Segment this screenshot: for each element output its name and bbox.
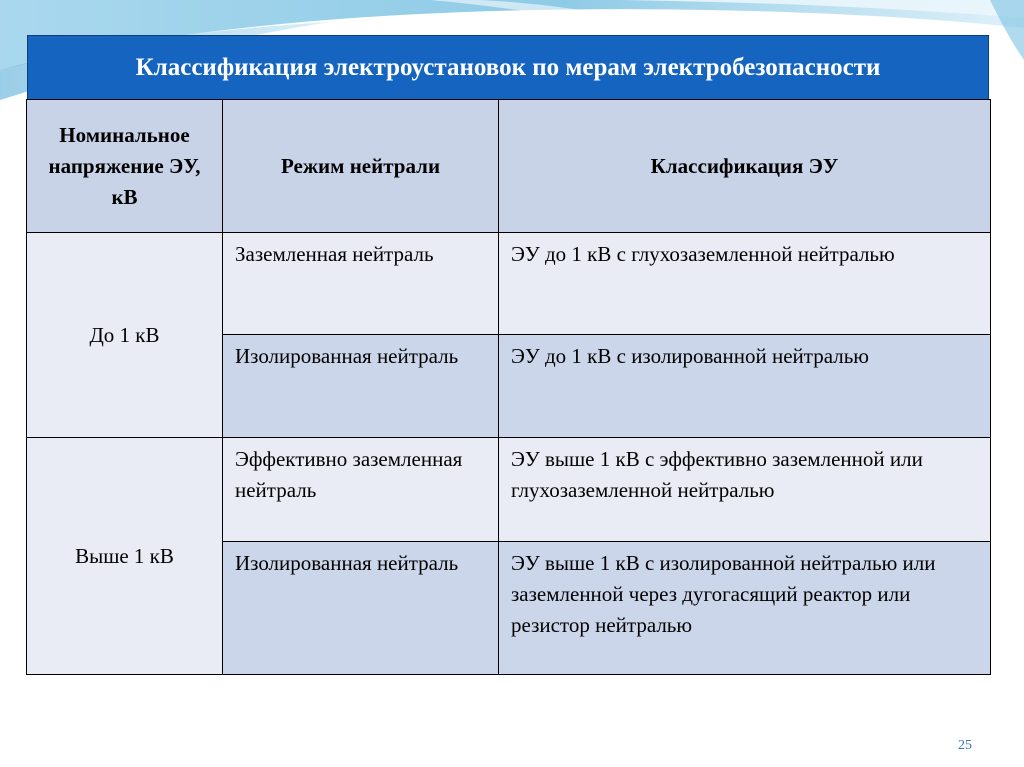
voltage-cell: Выше 1 кВ (27, 438, 223, 675)
neutral-mode-cell: Заземленная нейтраль (223, 233, 499, 335)
table-row (27, 438, 991, 542)
classification-cell: ЭУ выше 1 кВ с эффективно заземленной или глухозаземленной нейтралью (499, 438, 991, 542)
classification-table (26, 99, 991, 675)
voltage-cell: До 1 кВ (27, 233, 223, 438)
header-voltage: Номинальное напряжение ЭУ, кВ (27, 100, 223, 233)
header-neutral-mode: Режим нейтрали (223, 100, 499, 233)
neutral-mode-cell: Эффективно заземленная нейтраль (223, 438, 499, 542)
page-number: 25 (958, 738, 972, 753)
slide-title: Классификация электроустановок по мерам электробезопасности (27, 35, 989, 99)
table-row (27, 233, 991, 335)
table-header-row (27, 100, 991, 233)
classification-cell: ЭУ до 1 кВ с глухозаземленной нейтралью (499, 233, 991, 335)
neutral-mode-cell: Изолированная нейтраль (223, 542, 499, 675)
header-classification: Классификация ЭУ (499, 100, 991, 233)
classification-cell: ЭУ до 1 кВ с изолированной нейтралью (499, 335, 991, 438)
classification-cell: ЭУ выше 1 кВ с изолированной нейтралью или заземленной через дугогасящий реактор или резистор нейтралью (499, 542, 991, 675)
neutral-mode-cell: Изолированная нейтраль (223, 335, 499, 438)
